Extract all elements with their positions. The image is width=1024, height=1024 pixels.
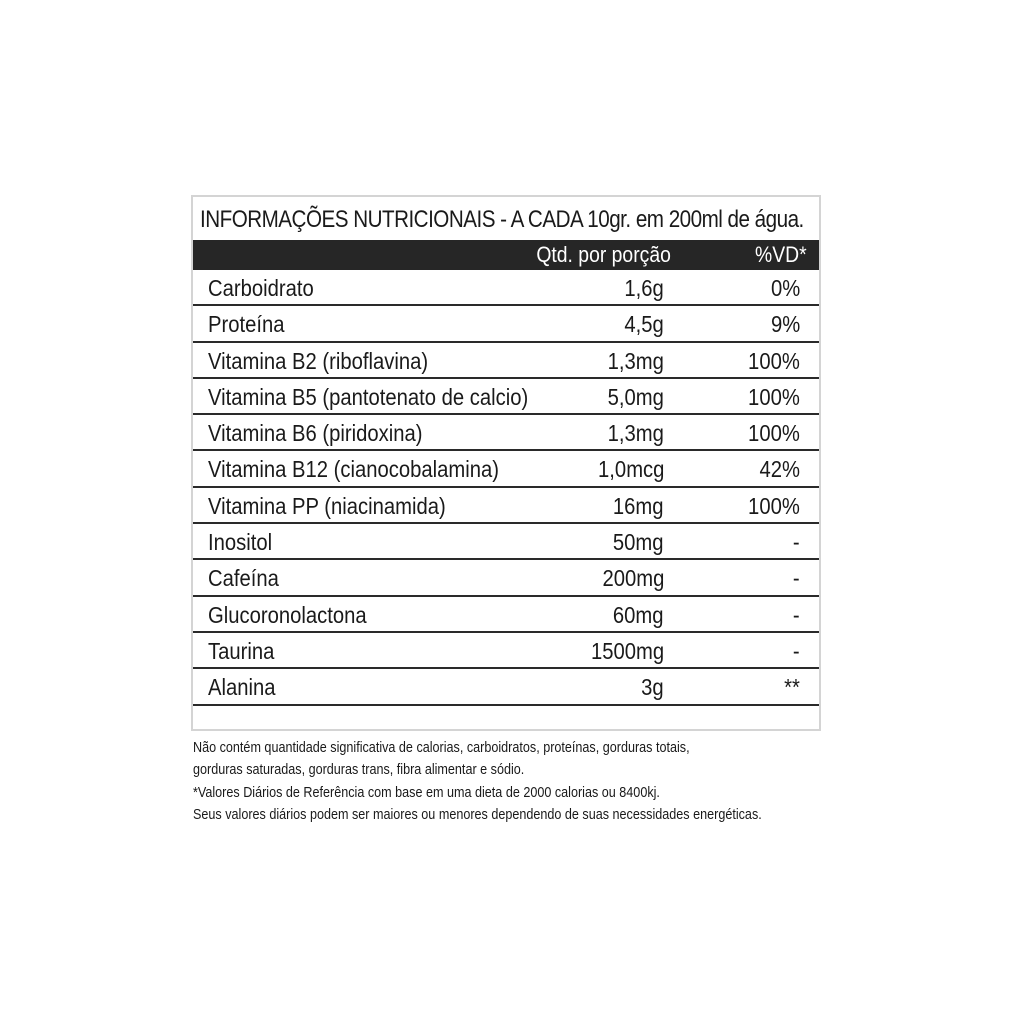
footnote-daily-values: *Valores Diários de Referência com base em uma dieta de 2000 calorias ou 8400kj. [193, 784, 660, 801]
table-row [193, 597, 819, 633]
nutrient-quantity: 1,3mg [607, 420, 664, 447]
nutrient-quantity: 1,0mcg [597, 456, 664, 483]
nutrient-name: Alanina [208, 674, 276, 701]
nutrient-quantity: 1,6g [624, 275, 664, 301]
table-row [193, 560, 819, 596]
nutrient-name: Vitamina B12 (cianocobalamina) [208, 456, 500, 483]
table-row [193, 451, 819, 487]
table-row [193, 306, 819, 342]
nutrient-name: Vitamina PP (niacinamida) [208, 492, 446, 519]
nutrient-daily-value: 100% [748, 383, 800, 410]
nutrient-quantity: 200mg [602, 565, 664, 592]
nutrient-quantity: 4,5g [624, 311, 664, 338]
table-row [193, 270, 819, 306]
nutrient-name: Vitamina B5 (pantotenato de calcio) [208, 383, 529, 410]
nutrition-table [193, 240, 819, 706]
nutrient-daily-value: - [793, 529, 800, 556]
nutrient-daily-value: 100% [748, 420, 800, 447]
nutrient-quantity: 50mg [613, 529, 664, 556]
nutrient-quantity: 3g [641, 674, 664, 701]
nutrient-name: Vitamina B2 (riboflavina) [208, 347, 429, 374]
nutrient-daily-value: 0% [770, 275, 800, 301]
table-row [193, 343, 819, 379]
quantity-column-header: Qtd. por porção [536, 242, 671, 267]
daily-value-column-header: %VD* [755, 242, 807, 267]
nutrient-daily-value: - [793, 637, 800, 664]
nutrient-name: Carboidrato [208, 275, 314, 301]
nutrient-daily-value: ** [784, 674, 800, 701]
nutrient-daily-value: - [793, 565, 800, 592]
nutrient-name: Vitamina B6 (piridoxina) [208, 420, 423, 447]
table-row [193, 415, 819, 451]
nutrient-name: Proteína [208, 311, 285, 338]
label-title: INFORMAÇÕES NUTRICIONAIS - A CADA 10gr. em 200ml de água. [200, 206, 804, 233]
nutrient-daily-value: 100% [748, 492, 800, 519]
nutrient-quantity: 5,0mg [607, 383, 664, 410]
nutrient-quantity: 60mg [613, 601, 664, 628]
nutrient-daily-value: 100% [748, 347, 800, 374]
nutrient-daily-value: - [793, 601, 800, 628]
nutrient-quantity: 16mg [613, 492, 664, 519]
nutrient-daily-value: 42% [759, 456, 800, 483]
footnote-no-significant: Não contém quantidade significativa de calorias, carboidratos, proteínas, gorduras totais, [193, 739, 690, 756]
table-row [193, 524, 819, 560]
nutrient-name: Cafeína [208, 565, 279, 592]
nutrient-name: Glucoronolactona [208, 601, 367, 628]
nutrient-daily-value: 9% [770, 311, 800, 338]
nutrient-name: Inositol [208, 529, 273, 556]
footnote-no-significant-cont: gorduras saturadas, gorduras trans, fibra alimentar e sódio. [193, 760, 525, 778]
table-row [193, 669, 819, 705]
nutrient-quantity: 1500mg [590, 637, 664, 664]
label-footnotes [193, 737, 833, 825]
table-header [193, 240, 819, 270]
table-row [193, 633, 819, 669]
footnote-daily-values-cont: Seus valores diários podem ser maiores ou menores dependendo de suas necessidades energéticas. [193, 805, 762, 823]
table-row [193, 488, 819, 524]
nutrient-quantity: 1,3mg [607, 347, 664, 374]
table-row [193, 379, 819, 415]
nutrient-name: Taurina [208, 637, 275, 664]
